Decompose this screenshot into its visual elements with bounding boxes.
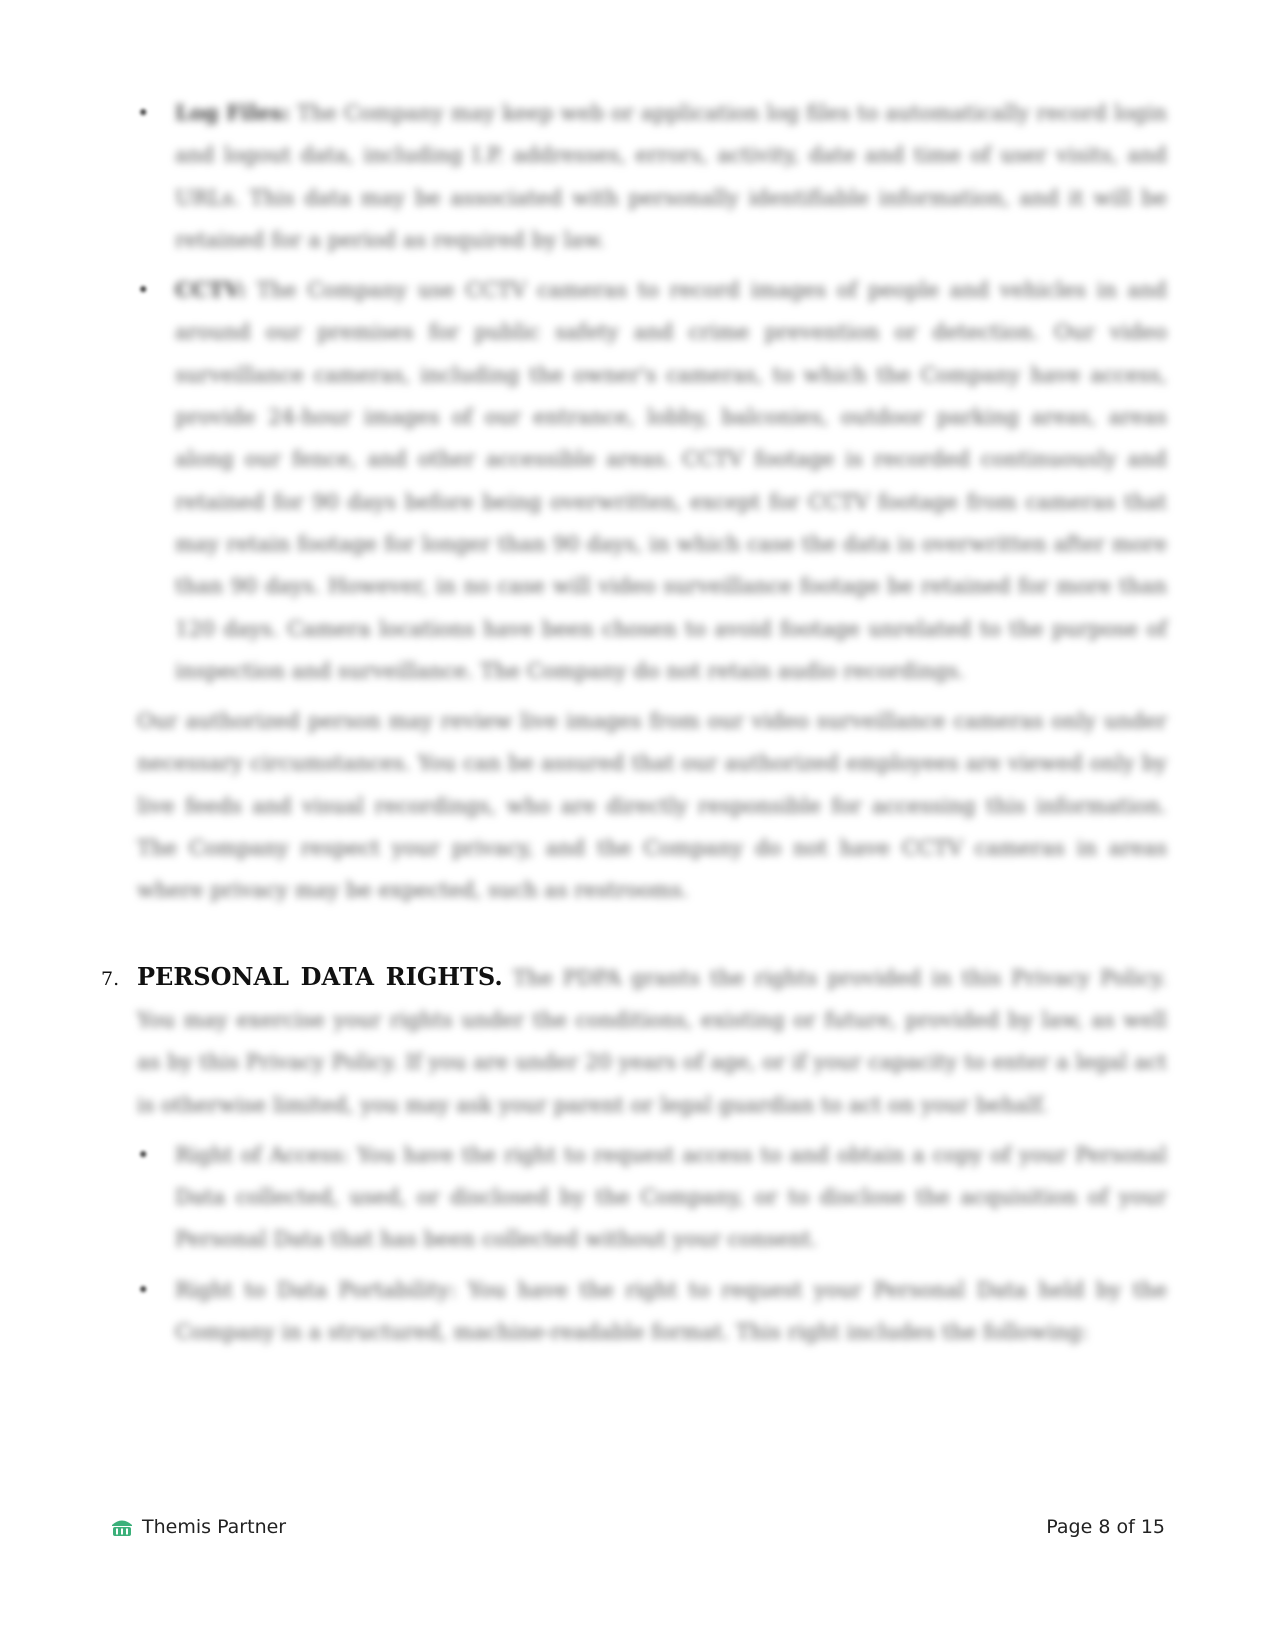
document-body — [101, 92, 1168, 1361]
list-item — [137, 269, 1167, 692]
bullet-text-block — [175, 278, 1167, 683]
list-item — [137, 1134, 1167, 1261]
bullet-text-block — [175, 1143, 1167, 1252]
bullet-text-block — [175, 101, 1167, 252]
bullet-text: You have the right to request access to and obtain a copy of your Personal Data collected, used, or disclosed by the Company, or to disclose the acquisition of your Personal Data that has been collected without your consent. — [175, 1142, 1167, 1252]
bullet-list-logging — [137, 92, 1167, 692]
list-item — [137, 1269, 1167, 1354]
footer-brand — [110, 1516, 286, 1538]
bullet-text-block — [175, 1278, 1167, 1344]
bullet-list-rights — [137, 1134, 1167, 1353]
section-title: PERSONAL DATA RIGHTS. — [137, 961, 503, 991]
bullet-lead: Right of Access: — [175, 1142, 350, 1167]
themis-partner-logo-icon — [110, 1516, 134, 1538]
page-number: Page 8 of 15 — [1046, 1516, 1165, 1538]
section-text: The PDPA grants the rights provided in this Privacy Policy. You may exercise your rights under the conditions, existing or future, provided by law, as well as by this Privacy Policy. If you are under 20 years of age, or if your capacity to enter a legal act is otherwise limited, you may ask your parent or legal guardian to act on your behalf. — [137, 965, 1167, 1117]
brand-name: Themis Partner — [142, 1516, 287, 1538]
bullet-text: The Company may keep web or application log files to automatically record login and logout data, including I.P. addresses, errors, activity, date and time of user visits, and URLs. This data may be associated with personally identifiable information, and it will be retained for a period as required by law. — [175, 101, 1167, 252]
section-personal-data-rights — [101, 956, 1167, 1126]
bullet-text: The Company use CCTV cameras to record images of people and vehicles in and around our premises for public safety and crime prevention or detection. Our video surveillance cameras, including the owner's cameras, to which the Company have access, provide 24-hour images of our entrance, lobby, balconies, outdoor parking areas, areas along our fence, and other accessible areas. CCTV footage is recorded continuously and retained for 90 days before being overwritten, except for CCTV footage from cameras that may retain footage for longer than 90 days, in which case the data is overwritten after more than 90 days. However, in no case will video surveillance footage be retained for more than 120 days. Camera locations have been chosen to avoid footage unrelated to the purpose of inspection and surveillance. The Company do not retain audio recordings. — [175, 278, 1167, 683]
list-item — [137, 92, 1167, 261]
bullet-lead: CCTV: — [175, 277, 246, 303]
cctv-paragraph: Our authorized person may review live images from our video surveillance cameras only under necessary circumstances. You can be assured that our authorized employees are viewed only by live feeds and visual recordings, who are directly responsible for accessing this information. The Company respect your privacy, and the Company do not have CCTV cameras in areas where privacy may be expected, such as restrooms. — [137, 709, 1167, 903]
section-number: 7. — [101, 967, 120, 990]
bullet-text: You have the right to request your Personal Data held by the Company in a structured, machine-readable format. This right includes the following: — [175, 1277, 1168, 1345]
bullet-lead: Right to Data Portability: — [175, 1277, 457, 1302]
bullet-lead: Log Files: — [175, 100, 290, 125]
page-footer — [110, 1516, 1165, 1548]
